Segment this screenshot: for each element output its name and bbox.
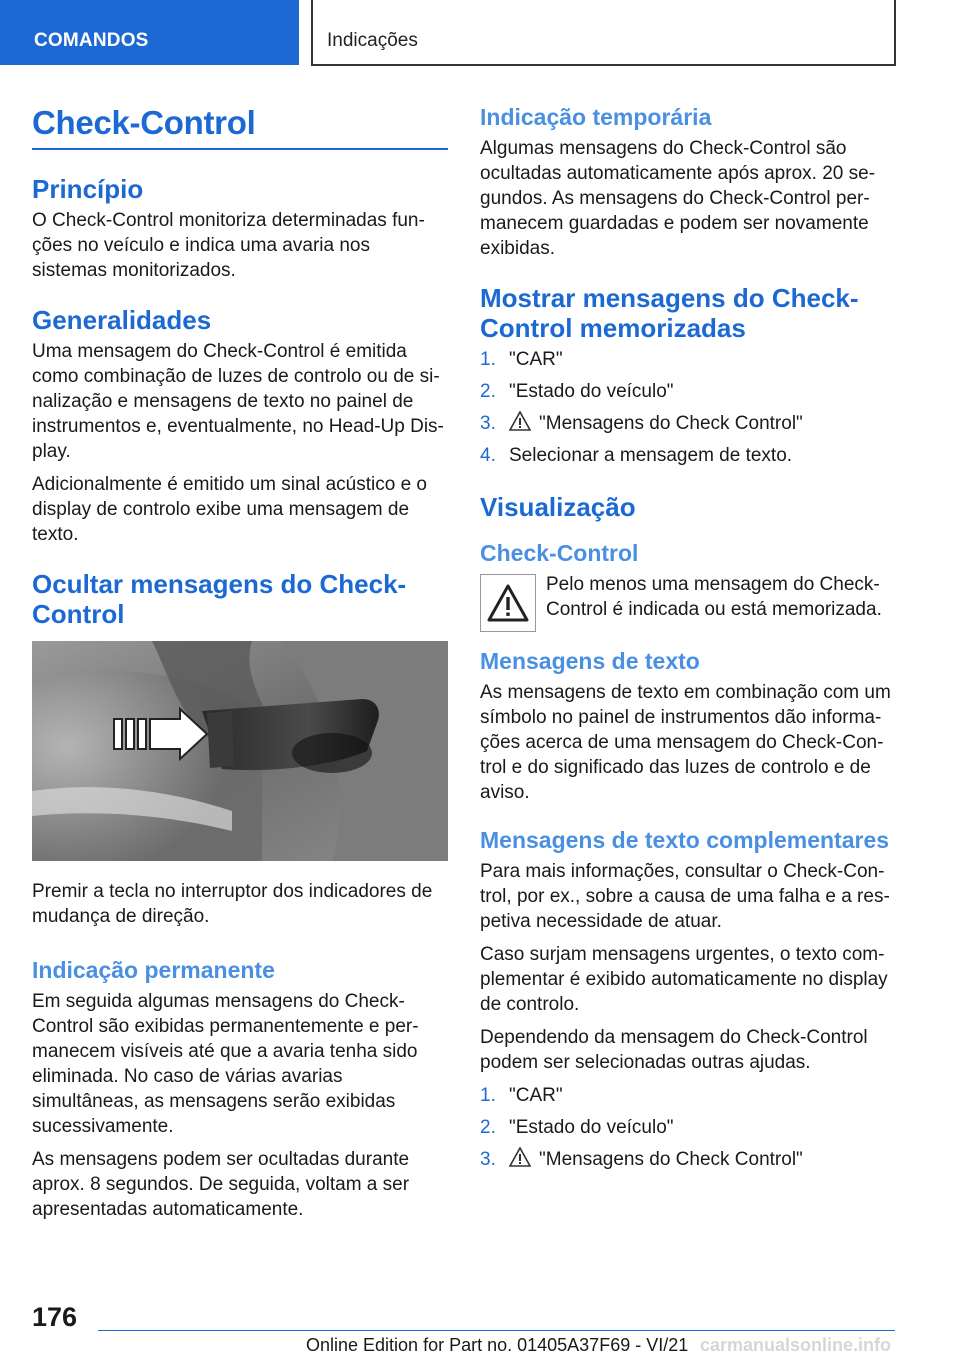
list-item: 2. "Estado do veículo"	[480, 1117, 674, 1138]
heading-principio: Princípio	[32, 174, 144, 204]
temporaria-text: Algumas mensagens do Check-Control são ocultadas automaticamente após aprox. 20 segundos. As mensagens do Check-Control permanecem guardadas e podem ser novamente exibidas.	[480, 138, 876, 259]
warning-triangle-icon	[509, 1147, 531, 1167]
list-item: 3. "Mensagens do Check Control"	[480, 413, 803, 434]
footer-rule	[98, 1330, 895, 1331]
page-number: 176	[32, 1302, 78, 1332]
heading-permanente: Indicação permanente	[32, 957, 275, 983]
heading-visualizacao: Visualização	[480, 492, 636, 522]
generalidades-p1: Uma mensagem do Check-Control é emitida como combinação de luzes de controlo ou de sinalização e mensagens de texto no painel de instrumentos e, eventualmente, no Head-Up Display.	[32, 341, 444, 462]
right-column	[480, 104, 896, 1182]
generalidades-p2: Adicionalmente é emitido um sinal acústico e o display de controlo exibe uma mensagem de texto.	[32, 474, 427, 545]
edition-text: Online Edition for Part no. 01405A37F69 - VI/21	[306, 1335, 689, 1355]
list-item: 2. "Estado do veículo"	[480, 381, 674, 402]
turn-signal-stalk-image	[32, 641, 448, 861]
section-label: COMANDOS	[34, 30, 149, 51]
mostrar-steps	[480, 347, 896, 468]
page-title: Check-Control	[32, 104, 256, 141]
principio-text: O Check-Control monitoriza determinadas funções no veículo e indica uma avaria nos sistemas monitorizados.	[32, 210, 425, 281]
permanente-p1: Em seguida algumas mensagens do Check-Control são exibidas permanentemente e permanecem visíveis até que a avaria tenha sido eliminada. No caso de várias avarias simultâneas, as mensagens serão exibidas sucessivamente.	[32, 991, 419, 1137]
mensagens-texto-text: As mensagens de texto em combinação com um símbolo no painel de instrumentos dão informações acerca de uma mensagem do Check-Control e do significado das luzes de controlo e de aviso.	[480, 682, 891, 803]
section-tab	[0, 0, 299, 65]
subsection-box	[311, 0, 896, 66]
complementares-p3: Dependendo da mensagem do Check-Control podem ser selecionadas outras ajudas.	[480, 1027, 868, 1073]
check-control-text: Pelo menos uma mensagem do Check-Control é indicada ou está memorizada.	[546, 574, 882, 620]
complementares-p1: Para mais informações, consultar o Check-Control, por ex., sobre a causa de uma falha e a respetiva necessidade de atuar.	[480, 861, 890, 932]
list-item: 1. "CAR"	[480, 349, 563, 370]
permanente-p2: As mensagens podem ser ocultadas durante aprox. 8 segundos. De seguida, voltam a ser apresentadas automaticamente.	[32, 1149, 410, 1220]
check-control-row	[480, 572, 896, 632]
title-rule	[32, 148, 448, 150]
list-item: 3. "Mensagens do Check Control"	[480, 1149, 803, 1170]
warning-triangle-icon	[509, 411, 531, 431]
complementares-p2: Caso surjam mensagens urgentes, o texto complementar é exibido automaticamente no display de controlo.	[480, 944, 888, 1015]
left-column	[32, 104, 448, 1230]
heading-check-control: Check-Control	[480, 540, 639, 566]
subsection-label: Indicações	[327, 30, 418, 51]
heading-mensagens-texto: Mensagens de texto	[480, 648, 700, 674]
list-item: 1. "CAR"	[480, 1085, 563, 1106]
watermark: carmanualsonline.info	[700, 1335, 892, 1355]
heading-ocultar: Ocultar mensagens do Check-Control	[32, 569, 407, 629]
heading-generalidades: Generalidades	[32, 305, 212, 335]
list-item: 4. Selecionar a mensagem de texto.	[480, 445, 793, 466]
warning-triangle-icon	[486, 583, 530, 623]
heading-mostrar: Mostrar mensagens do Check-Control memorizadas	[480, 283, 859, 343]
heading-complementares: Mensagens de texto complementares	[480, 827, 890, 853]
heading-temporaria: Indicação temporária	[480, 104, 712, 130]
complementares-steps	[480, 1083, 896, 1172]
check-control-symbol	[480, 574, 536, 632]
ocultar-caption: Premir a tecla no interruptor dos indicadores de mudança de direção.	[32, 881, 433, 927]
